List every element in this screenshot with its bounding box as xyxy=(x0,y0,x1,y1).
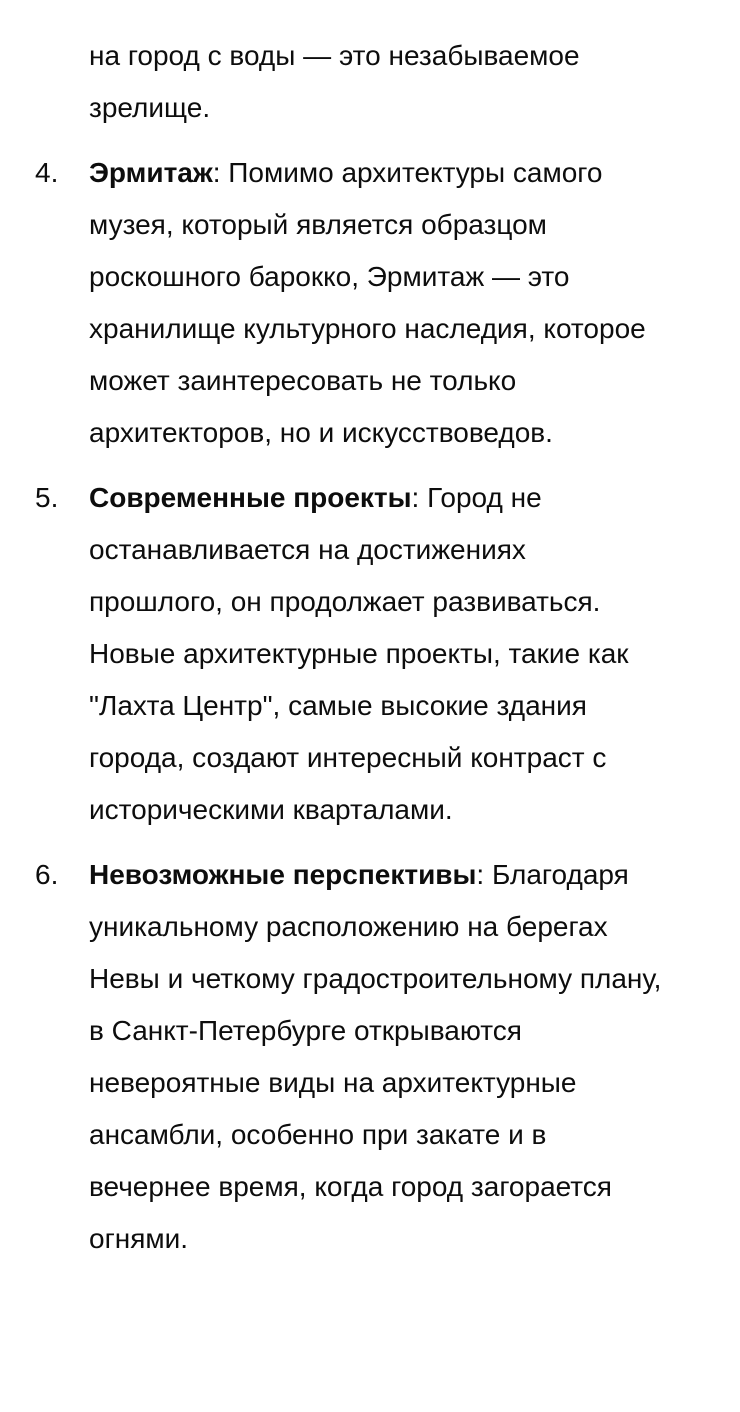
text-line: огнями. xyxy=(89,1223,189,1254)
item-text: : Благодаря xyxy=(476,859,629,890)
text-line: историческими кварталами. xyxy=(89,794,453,825)
text-line: уникальному расположению на берегах xyxy=(89,911,608,942)
item-title: Невозможные перспективы xyxy=(89,859,477,890)
text-line: Невы и четкому градостроительному плану, xyxy=(89,963,662,994)
text-line: архитекторов, но и искусствоведов. xyxy=(89,417,553,448)
text-line: невероятные виды на архитектурные xyxy=(89,1067,577,1098)
item-title: Эрмитаж xyxy=(89,157,213,188)
text-line: Новые архитектурные проекты, такие как xyxy=(89,638,629,669)
intro-paragraph xyxy=(0,30,740,134)
text-line: вечернее время, когда город загорается xyxy=(89,1171,612,1202)
text-line: музея, который является образцом xyxy=(89,209,547,240)
response-text xyxy=(0,30,740,1278)
text-line: останавливается на достижениях xyxy=(89,534,526,565)
text-line xyxy=(89,147,740,199)
text-line: роскошного барокко, Эрмитаж — это xyxy=(89,261,570,292)
text-line: хранилище культурного наследия, которое xyxy=(89,313,646,344)
text-line: в Санкт-Петербурге открываются xyxy=(89,1015,522,1046)
list-number: 4. xyxy=(35,157,59,188)
list-number: 5. xyxy=(35,482,59,513)
text-line xyxy=(89,472,740,524)
item-title: Современные проекты xyxy=(89,482,412,513)
text-line xyxy=(89,849,740,901)
item-text: : Помимо архитектуры самого xyxy=(212,157,603,188)
list-item-perspectives xyxy=(0,849,740,1265)
list-item-modern-projects xyxy=(0,472,740,836)
text-line: прошлого, он продолжает развиваться. xyxy=(89,586,601,617)
text-line: зрелище. xyxy=(89,92,211,123)
item-text: : Город не xyxy=(411,482,542,513)
text-line: "Лахта Центр", самые высокие здания xyxy=(89,690,587,721)
list-number: 6. xyxy=(35,859,59,890)
text-line: города, создают интересный контраст с xyxy=(89,742,607,773)
text-line: на город с воды — это незабываемое xyxy=(89,40,580,71)
list-item-hermitage xyxy=(0,147,740,459)
text-line: ансамбли, особенно при закате и в xyxy=(89,1119,547,1150)
text-line: может заинтересовать не только xyxy=(89,365,517,396)
